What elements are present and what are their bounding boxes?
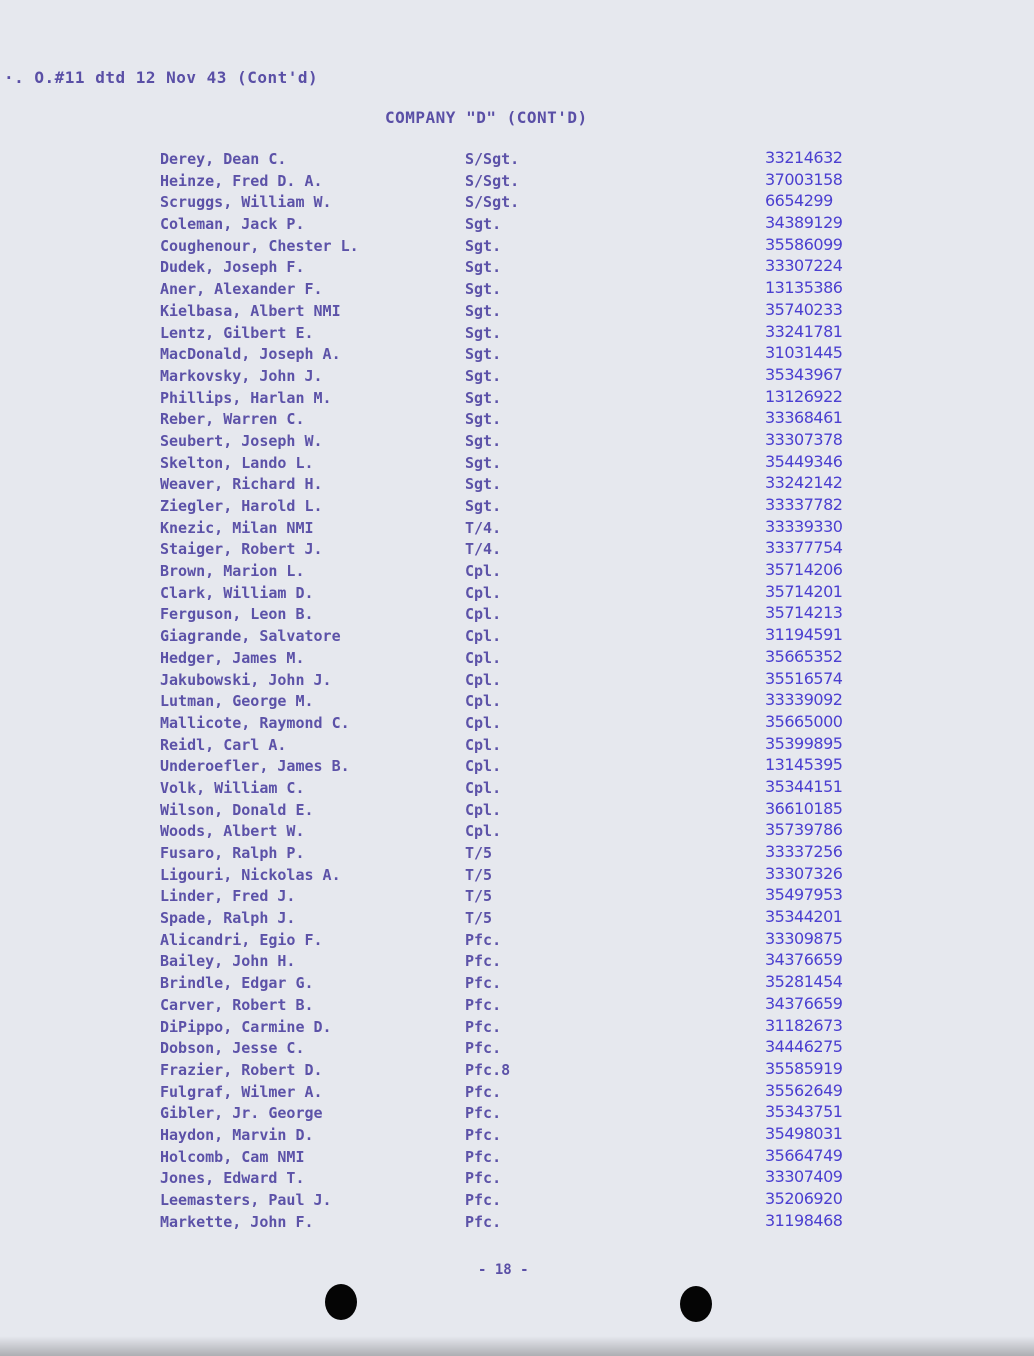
roster-name: Mallicote, Raymond C. xyxy=(160,713,350,732)
roster-row xyxy=(0,150,1034,172)
roster-row xyxy=(0,475,1034,497)
roster-name: Coughenour, Chester L. xyxy=(160,236,359,255)
company-title: COMPANY "D" (CONT'D) xyxy=(385,108,588,127)
order-reference: ·. O.#11 dtd 12 Nov 43 (Cont'd) xyxy=(4,68,319,87)
roster-name: Coleman, Jack P. xyxy=(160,215,305,234)
roster-serial: 34376659 xyxy=(765,993,843,1013)
roster-row xyxy=(0,1169,1034,1191)
roster-serial: 33337782 xyxy=(765,495,843,514)
roster-row xyxy=(0,345,1034,367)
page-number: - 18 - xyxy=(478,1262,529,1278)
roster-name: Phillips, Harlan M. xyxy=(160,388,332,407)
roster-row xyxy=(0,258,1034,280)
roster-row xyxy=(0,844,1034,866)
roster-name: Linder, Fred J. xyxy=(160,887,296,906)
roster-row xyxy=(0,451,1034,476)
roster-row xyxy=(0,193,1034,215)
roster-name: Aner, Alexander F. xyxy=(160,280,323,299)
roster-name: Scruggs, William W. xyxy=(160,193,332,212)
roster-name: Bailey, John H. xyxy=(160,952,296,971)
roster-serial: 35281454 xyxy=(765,972,843,992)
roster-name: Lutman, George M. xyxy=(160,692,314,711)
roster-name: Volk, William C. xyxy=(160,778,305,797)
roster-row xyxy=(0,364,1034,389)
roster-name: Knezic, Milan NMI xyxy=(160,518,314,537)
roster-row xyxy=(0,562,1034,584)
roster-name: Ziegler, Harold L. xyxy=(160,497,323,515)
roster-rank: Pfc. xyxy=(465,1169,502,1188)
roster-row xyxy=(0,215,1034,237)
roster-serial: 35449346 xyxy=(765,451,843,471)
roster-serial: 33241781 xyxy=(765,321,843,341)
roster-row xyxy=(0,668,1034,693)
roster-row xyxy=(0,386,1034,411)
roster-serial: 6654299 xyxy=(765,191,833,211)
roster-serial: 33339330 xyxy=(765,516,843,536)
roster-rank: Cpl. xyxy=(465,735,502,754)
roster-name: Staiger, Robert J. xyxy=(160,540,323,559)
roster-rank: S/Sgt. xyxy=(465,171,520,190)
roster-name: Fulgraf, Wilmer A. xyxy=(160,1082,323,1101)
roster-row xyxy=(0,757,1034,779)
roster-serial: 35516574 xyxy=(765,668,843,688)
roster-row xyxy=(0,299,1034,324)
roster-rank: Sgt. xyxy=(465,345,502,364)
roster-rank: Pfc.8 xyxy=(465,1060,511,1079)
roster-serial: 35343967 xyxy=(765,364,843,384)
roster-row xyxy=(0,909,1034,931)
roster-rank: Cpl. xyxy=(465,583,502,602)
page-edge-shadow xyxy=(0,1336,1034,1356)
roster-name: Holcomb, Cam NMI xyxy=(160,1147,305,1166)
roster-rank: Pfc. xyxy=(465,930,502,949)
roster-name: Alicandri, Egio F. xyxy=(160,930,323,949)
roster-rank: Pfc. xyxy=(465,1147,502,1166)
roster-rank: Sgt. xyxy=(465,280,502,299)
roster-serial: 13135386 xyxy=(765,278,843,298)
roster-serial: 35206920 xyxy=(765,1189,843,1208)
roster-row xyxy=(0,1145,1034,1170)
roster-name: Reber, Warren C. xyxy=(160,410,305,429)
roster-name: Markette, John F. xyxy=(160,1212,314,1231)
roster-row xyxy=(0,321,1034,346)
roster-serial: 35714206 xyxy=(765,560,843,580)
roster-rank: Sgt. xyxy=(465,497,502,515)
roster-serial: 31198468 xyxy=(765,1210,843,1230)
roster-rank: Cpl. xyxy=(465,670,502,689)
roster-name: Seubert, Joseph W. xyxy=(160,431,323,450)
roster-row xyxy=(0,993,1034,1018)
roster-row xyxy=(0,692,1034,714)
roster-row xyxy=(0,733,1034,758)
roster-row xyxy=(0,1123,1034,1148)
roster-name: Jones, Edward T. xyxy=(160,1169,305,1188)
roster-name: Ligouri, Nickolas A. xyxy=(160,865,341,884)
roster-name: Weaver, Richard H. xyxy=(160,475,323,494)
roster-name: Heinze, Fred D. A. xyxy=(160,171,323,190)
punch-hole-left xyxy=(325,1284,357,1320)
roster-serial: 35343751 xyxy=(765,1102,843,1122)
roster-name: Markovsky, John J. xyxy=(160,366,323,385)
roster-serial: 35585919 xyxy=(765,1058,843,1078)
roster-serial: 35344201 xyxy=(765,907,843,927)
roster-rank: T/5 xyxy=(465,844,493,862)
roster-rank: Cpl. xyxy=(465,627,502,646)
roster-rank: Sgt. xyxy=(465,431,502,450)
roster-name: Kielbasa, Albert NMI xyxy=(160,301,341,320)
roster-rank: Sgt. xyxy=(465,475,502,494)
roster-name: Underoefler, James B. xyxy=(160,757,350,776)
roster-rank: Cpl. xyxy=(465,562,502,581)
roster-serial: 35665352 xyxy=(765,646,843,666)
roster-row xyxy=(0,410,1034,432)
roster-serial: 35399895 xyxy=(765,733,843,753)
roster-name: Brown, Marion L. xyxy=(160,562,305,581)
roster-rank: Pfc. xyxy=(465,1082,502,1101)
roster-serial: 35739786 xyxy=(765,820,843,840)
roster-row xyxy=(0,974,1034,996)
roster-row xyxy=(0,497,1034,519)
roster-name: Brindle, Edgar G. xyxy=(160,974,314,993)
roster-serial: 33307409 xyxy=(765,1167,843,1187)
roster-serial: 35740233 xyxy=(765,299,843,319)
roster-rank: Sgt. xyxy=(465,236,502,255)
roster-row xyxy=(0,863,1034,888)
roster-name: Reidl, Carl A. xyxy=(160,735,287,754)
roster-serial: 35344151 xyxy=(765,776,843,796)
roster-serial: 35498031 xyxy=(765,1123,843,1143)
roster-name: Wilson, Donald E. xyxy=(160,800,314,819)
roster-name: Giagrande, Salvatore xyxy=(160,627,341,646)
roster-rank: S/Sgt. xyxy=(465,150,520,168)
roster-row xyxy=(0,1104,1034,1126)
roster-serial: 33377754 xyxy=(765,538,843,558)
roster-serial: 34446275 xyxy=(765,1037,843,1057)
roster-row xyxy=(0,540,1034,562)
roster-rank: Pfc. xyxy=(465,1212,502,1231)
roster-row xyxy=(0,234,1034,259)
roster-rank: T/4. xyxy=(465,518,502,537)
roster-serial: 33214632 xyxy=(765,148,843,167)
roster-name: MacDonald, Joseph A. xyxy=(160,345,341,364)
roster-serial: 31182673 xyxy=(765,1015,843,1035)
roster-rank: Cpl. xyxy=(465,648,502,667)
roster-name: Haydon, Marvin D. xyxy=(160,1125,314,1144)
roster-name: Woods, Albert W. xyxy=(160,822,305,841)
roster-serial: 31194591 xyxy=(765,625,843,645)
roster-row xyxy=(0,516,1034,541)
roster-serial: 33242142 xyxy=(765,473,843,493)
roster-rank: Cpl. xyxy=(465,713,502,732)
roster-serial: 33307224 xyxy=(765,256,843,276)
roster-serial: 33307326 xyxy=(765,863,843,883)
roster-name: DiPippo, Carmine D. xyxy=(160,1017,332,1036)
roster-name: Leemasters, Paul J. xyxy=(160,1191,332,1209)
roster-row xyxy=(0,952,1034,974)
roster-row xyxy=(0,776,1034,801)
roster-rank: T/5 xyxy=(465,909,493,928)
roster-name: Carver, Robert B. xyxy=(160,995,314,1014)
roster-rank: Sgt. xyxy=(465,366,502,385)
roster-row xyxy=(0,1039,1034,1061)
roster-row xyxy=(0,627,1034,649)
roster-row xyxy=(0,1210,1034,1235)
roster-name: Dobson, Jesse C. xyxy=(160,1039,305,1058)
roster-row xyxy=(0,798,1034,823)
roster-rank: Sgt. xyxy=(465,323,502,342)
roster-name: Jakubowski, John J. xyxy=(160,670,332,689)
roster-name: Skelton, Lando L. xyxy=(160,453,314,472)
roster-row xyxy=(0,1080,1034,1105)
roster-row xyxy=(0,1015,1034,1040)
roster-rank: Sgt. xyxy=(465,258,502,277)
roster-rank: S/Sgt. xyxy=(465,193,520,212)
roster-rank: Sgt. xyxy=(465,453,502,472)
roster-serial: 35586099 xyxy=(765,234,843,254)
roster-serial: 13145395 xyxy=(765,755,843,775)
roster-row xyxy=(0,646,1034,671)
roster-name: Derey, Dean C. xyxy=(160,150,287,168)
roster-rank: Cpl. xyxy=(465,757,502,776)
roster-name: Ferguson, Leon B. xyxy=(160,605,314,624)
roster-row xyxy=(0,169,1034,194)
roster-row xyxy=(0,581,1034,606)
roster-rank: Pfc. xyxy=(465,1039,502,1058)
roster-rank: Sgt. xyxy=(465,215,502,234)
roster-row xyxy=(0,822,1034,844)
roster-serial: 33307378 xyxy=(765,429,843,449)
roster-serial: 34389129 xyxy=(765,213,843,233)
roster-row xyxy=(0,711,1034,736)
roster-rank: Pfc. xyxy=(465,1017,502,1036)
roster-name: Lentz, Gilbert E. xyxy=(160,323,314,342)
roster-serial: 36610185 xyxy=(765,798,843,818)
roster-row xyxy=(0,928,1034,953)
punch-hole-right xyxy=(680,1286,712,1322)
roster-rank: Pfc. xyxy=(465,974,502,993)
roster-rank: Sgt. xyxy=(465,301,502,320)
roster-serial: 35562649 xyxy=(765,1080,843,1100)
roster-rank: Pfc. xyxy=(465,1104,502,1123)
roster-name: Frazier, Robert D. xyxy=(160,1060,323,1079)
roster-name: Dudek, Joseph F. xyxy=(160,258,305,277)
roster-serial: 35665000 xyxy=(765,711,843,731)
roster-serial: 13126922 xyxy=(765,386,843,406)
roster-rank: Cpl. xyxy=(465,778,502,797)
roster-name: Fusaro, Ralph P. xyxy=(160,844,305,862)
roster-serial: 33337256 xyxy=(765,842,843,861)
roster-row xyxy=(0,1191,1034,1213)
roster-row xyxy=(0,280,1034,302)
roster-rank: T/5 xyxy=(465,865,493,884)
roster-rank: Cpl. xyxy=(465,822,502,841)
roster-rank: Cpl. xyxy=(465,800,502,819)
roster-row xyxy=(0,1058,1034,1083)
roster-rank: Cpl. xyxy=(465,692,502,711)
roster-rank: Pfc. xyxy=(465,952,502,971)
roster-name: Clark, William D. xyxy=(160,583,314,602)
roster-rank: Sgt. xyxy=(465,410,502,429)
roster-serial: 35497953 xyxy=(765,885,843,905)
roster-rank: Pfc. xyxy=(465,1191,502,1209)
roster-name: Hedger, James M. xyxy=(160,648,305,667)
roster-serial: 37003158 xyxy=(765,169,843,189)
roster-row xyxy=(0,429,1034,454)
roster-row xyxy=(0,605,1034,627)
roster-rank: Pfc. xyxy=(465,1125,502,1144)
roster-serial: 35714213 xyxy=(765,603,843,623)
roster-rank: Cpl. xyxy=(465,605,502,624)
roster-rank: Sgt. xyxy=(465,388,502,407)
roster-name: Gibler, Jr. George xyxy=(160,1104,323,1123)
roster-serial: 35664749 xyxy=(765,1145,843,1165)
roster-rank: T/5 xyxy=(465,887,493,906)
roster-serial: 33309875 xyxy=(765,928,843,948)
roster-serial: 31031445 xyxy=(765,343,843,363)
roster-list xyxy=(0,150,1034,1234)
roster-row xyxy=(0,887,1034,909)
roster-rank: T/4. xyxy=(465,540,502,559)
roster-rank: Pfc. xyxy=(465,995,502,1014)
roster-serial: 35714201 xyxy=(765,581,843,601)
roster-serial: 34376659 xyxy=(765,950,843,970)
roster-serial: 33368461 xyxy=(765,408,843,428)
roster-serial: 33339092 xyxy=(765,690,843,710)
roster-name: Spade, Ralph J. xyxy=(160,909,296,928)
